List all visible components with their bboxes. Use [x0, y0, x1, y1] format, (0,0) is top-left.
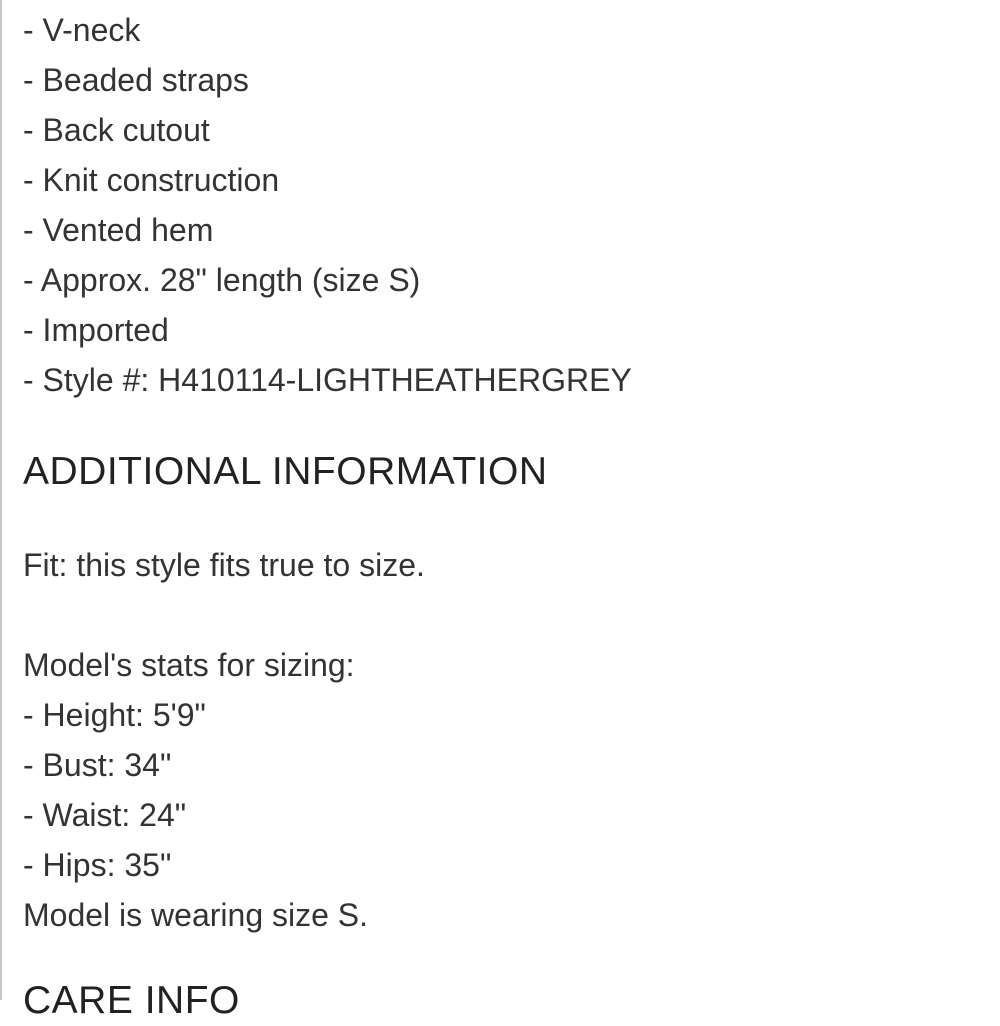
detail-item: - Imported	[23, 312, 169, 348]
left-divider	[0, 0, 2, 1000]
detail-item: - V-neck	[23, 12, 141, 48]
detail-item: - Vented hem	[23, 212, 214, 248]
detail-item: - Knit construction	[23, 162, 280, 198]
fit-text: Fit: this style fits true to size.	[23, 547, 425, 583]
care-info-heading: CARE INFO	[23, 979, 240, 1022]
model-stats-intro: Model's stats for sizing:	[23, 647, 355, 683]
stat-waist: - Waist: 24"	[23, 797, 187, 833]
stat-height: - Height: 5'9"	[23, 697, 206, 733]
model-size-text: Model is wearing size S.	[23, 897, 369, 933]
detail-item: - Back cutout	[23, 112, 210, 148]
detail-item-style-number: - Style #: H410114-LIGHTHEATHERGREY	[23, 362, 632, 398]
stat-hips: - Hips: 35"	[23, 847, 172, 883]
detail-item: - Approx. 28" length (size S)	[23, 262, 421, 298]
stat-bust: - Bust: 34"	[23, 747, 172, 783]
additional-information-heading: ADDITIONAL INFORMATION	[23, 450, 548, 493]
detail-item: - Beaded straps	[23, 62, 249, 98]
